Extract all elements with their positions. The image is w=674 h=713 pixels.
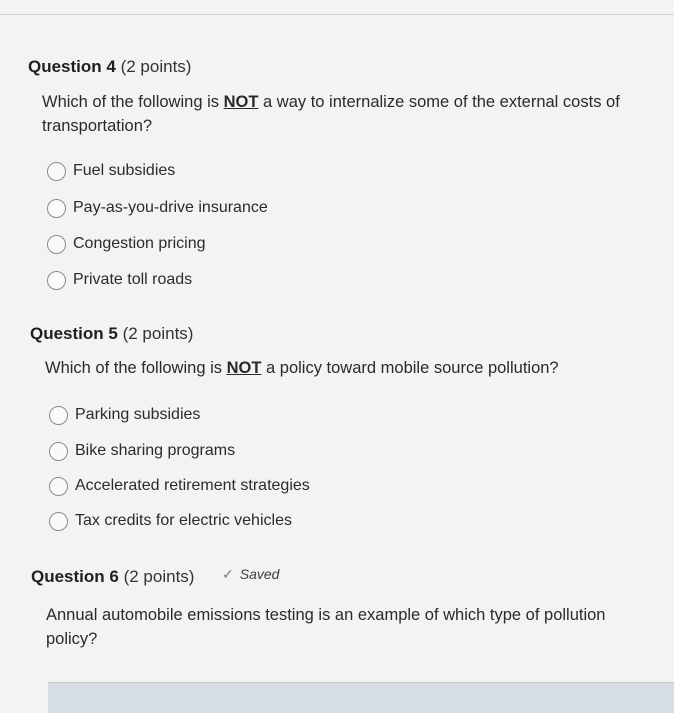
radio-button[interactable] <box>47 162 66 181</box>
option-congestion-pricing[interactable] <box>47 233 206 255</box>
question-points: (2 points) <box>120 57 192 76</box>
checkmark-icon: ✓ <box>222 566 234 582</box>
emphasis-not: NOT <box>223 93 259 111</box>
option-accelerated-retirement[interactable] <box>49 475 310 497</box>
question-heading <box>28 57 191 77</box>
option-bike-sharing[interactable] <box>49 440 235 462</box>
question-title: Question 6 <box>31 567 119 586</box>
question-title: Question 4 <box>28 57 116 76</box>
radio-button[interactable] <box>49 442 68 461</box>
option-label: Congestion pricing <box>73 235 206 252</box>
option-label: Parking subsidies <box>75 406 201 423</box>
question-points: (2 points) <box>122 324 194 343</box>
top-divider <box>0 14 674 15</box>
radio-button[interactable] <box>49 512 68 531</box>
option-label: Pay-as-you-drive insurance <box>73 199 268 216</box>
saved-status <box>222 566 279 583</box>
radio-button[interactable] <box>47 199 66 218</box>
option-parking-subsidies[interactable] <box>49 404 200 426</box>
option-label: Private toll roads <box>73 271 193 288</box>
saved-label: Saved <box>239 566 280 582</box>
option-fuel-subsidies[interactable] <box>47 160 175 182</box>
option-label: Bike sharing programs <box>75 442 236 459</box>
option-private-toll-roads[interactable] <box>47 269 192 291</box>
question-title: Question 5 <box>30 324 118 343</box>
radio-button[interactable] <box>49 477 68 496</box>
question-heading <box>30 324 193 344</box>
answer-field[interactable] <box>48 682 674 713</box>
question-prompt: Which of the following is NOT a policy toward mobile source pollution? <box>45 359 559 377</box>
option-label: Tax credits for electric vehicles <box>75 512 292 529</box>
question-heading <box>31 567 194 587</box>
emphasis-not: NOT <box>226 359 262 377</box>
option-pay-as-you-drive[interactable] <box>47 197 268 219</box>
option-label: Accelerated retirement strategies <box>75 477 310 494</box>
radio-button[interactable] <box>47 271 66 290</box>
radio-button[interactable] <box>49 406 68 425</box>
radio-button[interactable] <box>47 235 66 254</box>
option-tax-credits-ev[interactable] <box>49 510 292 532</box>
question-prompt: Annual automobile emissions testing is an example of which type of pollution policy? <box>46 606 606 648</box>
option-label: Fuel subsidies <box>73 162 176 179</box>
question-prompt: Which of the following is NOT a way to internalize some of the external costs of transportation? <box>42 93 620 135</box>
question-points: (2 points) <box>123 567 195 586</box>
